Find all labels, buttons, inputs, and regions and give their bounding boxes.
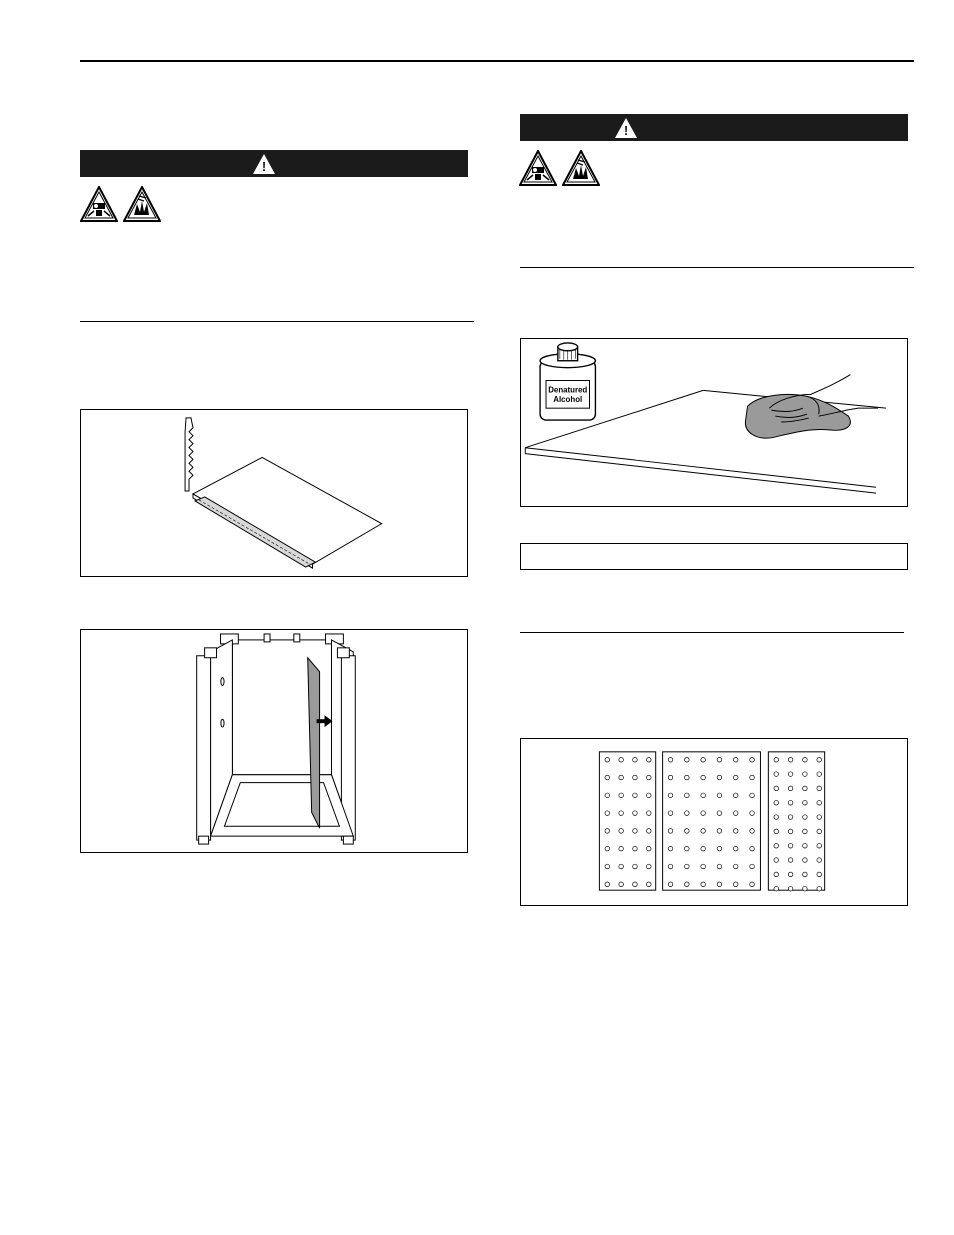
panel-hole xyxy=(803,872,808,877)
panel-hole xyxy=(685,829,690,834)
panel-hole xyxy=(717,793,722,798)
panel-hole xyxy=(817,886,822,891)
eye-protection-icon xyxy=(80,186,118,222)
shower-enclosure-illustration xyxy=(81,630,467,852)
panel-hole xyxy=(774,829,779,834)
panel-hole xyxy=(619,882,624,887)
panel-hole xyxy=(733,793,738,798)
panel-hole xyxy=(774,858,779,863)
panel-hole xyxy=(619,846,624,851)
alcohol-wipe-illustration xyxy=(521,339,907,506)
panel-hole xyxy=(733,846,738,851)
panel-hole xyxy=(685,811,690,816)
panel-hole xyxy=(803,757,808,762)
panel-hole xyxy=(803,886,808,891)
panel-hole xyxy=(717,864,722,869)
panel-hole xyxy=(803,858,808,863)
panel-hole xyxy=(647,846,652,851)
panel-hole xyxy=(633,811,638,816)
warning-triangle-icon xyxy=(614,117,638,139)
panel-hole xyxy=(788,858,793,863)
panel-hole xyxy=(717,846,722,851)
panel-hole xyxy=(619,757,624,762)
alcohol-label-line-1: Denatured xyxy=(548,385,588,395)
panel-hole xyxy=(668,846,673,851)
panel-hole xyxy=(685,882,690,887)
panel-hole xyxy=(817,786,822,791)
panel-hole xyxy=(803,815,808,820)
figure-panel-cutting xyxy=(80,409,468,577)
panel-hole xyxy=(788,872,793,877)
figure-perforated-panels xyxy=(520,738,908,906)
panel-hole xyxy=(647,829,652,834)
panel-hole xyxy=(803,772,808,777)
panel-hole xyxy=(817,843,822,848)
section-divider xyxy=(520,632,904,633)
panel-hole xyxy=(647,882,652,887)
panel-hole xyxy=(733,829,738,834)
section-divider xyxy=(520,267,914,268)
panel-hole xyxy=(668,829,673,834)
panel-hole xyxy=(817,858,822,863)
panel-hole xyxy=(733,864,738,869)
panel-hole xyxy=(605,829,610,834)
panel-hole xyxy=(788,815,793,820)
panel-hole xyxy=(619,811,624,816)
panel-hole xyxy=(803,800,808,805)
panel-hole xyxy=(619,864,624,869)
panel-hole xyxy=(733,757,738,762)
panel-hole xyxy=(685,846,690,851)
panel-hole xyxy=(817,815,822,820)
panel-hole xyxy=(788,757,793,762)
panel-hole xyxy=(685,793,690,798)
panel-hole xyxy=(788,843,793,848)
panel-hole xyxy=(668,811,673,816)
warning-symbol: ! xyxy=(261,159,267,174)
panel-hole xyxy=(605,846,610,851)
panel-hole xyxy=(633,757,638,762)
panel-hole xyxy=(733,882,738,887)
header-rule xyxy=(80,60,914,62)
panel-hole xyxy=(633,846,638,851)
panel-hole xyxy=(685,864,690,869)
panel-hole xyxy=(605,811,610,816)
warning-bar-left xyxy=(80,150,468,177)
panel-hole xyxy=(701,757,706,762)
panel-hole xyxy=(803,843,808,848)
panel-hole xyxy=(647,757,652,762)
panel-hole xyxy=(619,793,624,798)
panel-hole xyxy=(750,757,755,762)
panel-hole xyxy=(750,793,755,798)
panel-hole xyxy=(817,772,822,777)
eye-protection-icon xyxy=(519,150,557,186)
panel-hole xyxy=(774,786,779,791)
panel-hole xyxy=(774,872,779,877)
panel-hole xyxy=(817,800,822,805)
panel-hole xyxy=(788,786,793,791)
panel-hole xyxy=(668,882,673,887)
panel-hole xyxy=(733,775,738,780)
panel-hole xyxy=(647,793,652,798)
perforated-panel-center xyxy=(663,752,761,890)
warning-symbol: ! xyxy=(623,123,629,138)
panel-hole xyxy=(788,800,793,805)
panel-hole xyxy=(774,800,779,805)
panel-hole xyxy=(605,757,610,762)
panel-hole xyxy=(788,772,793,777)
panel-hole xyxy=(668,757,673,762)
panel-hole xyxy=(774,772,779,777)
panel-hole xyxy=(817,872,822,877)
hand-injury-icon xyxy=(123,186,161,222)
panel-hole xyxy=(633,829,638,834)
panel-hole xyxy=(701,882,706,887)
panel-hole xyxy=(668,864,673,869)
panel-hole xyxy=(647,864,652,869)
panel-hole xyxy=(750,829,755,834)
panel-hole xyxy=(774,815,779,820)
hand-injury-icon xyxy=(562,150,600,186)
panel-hole xyxy=(717,882,722,887)
perforated-panel-left xyxy=(599,752,655,890)
panel-hole xyxy=(750,864,755,869)
panel-hole xyxy=(701,864,706,869)
panel-hole xyxy=(701,793,706,798)
panel-hole xyxy=(633,882,638,887)
panel-hole xyxy=(668,793,673,798)
panel-hole xyxy=(668,775,673,780)
panel-hole xyxy=(733,811,738,816)
panel-hole xyxy=(605,775,610,780)
panel-hole xyxy=(817,829,822,834)
panel-hole xyxy=(605,864,610,869)
panel-hole xyxy=(750,882,755,887)
panel-hole xyxy=(633,775,638,780)
panel-hole xyxy=(774,886,779,891)
figure-alcohol-cleaning xyxy=(520,338,908,507)
panel-hole xyxy=(717,811,722,816)
panel-hole xyxy=(717,829,722,834)
warning-triangle-icon xyxy=(252,153,276,175)
panel-hole xyxy=(774,757,779,762)
panel-hole xyxy=(817,757,822,762)
panel-hole xyxy=(647,775,652,780)
panel-hole xyxy=(619,775,624,780)
note-box xyxy=(520,543,908,570)
panel-hole xyxy=(803,829,808,834)
panel-hole xyxy=(701,846,706,851)
panel-hole xyxy=(803,786,808,791)
panel-hole xyxy=(774,843,779,848)
panel-hole xyxy=(750,775,755,780)
panel-hole xyxy=(701,775,706,780)
panel-hole xyxy=(685,775,690,780)
panel-hole xyxy=(717,775,722,780)
panel-hole xyxy=(717,757,722,762)
panel-hole xyxy=(633,864,638,869)
panel-hole xyxy=(619,829,624,834)
panel-hole xyxy=(788,886,793,891)
panel-hole xyxy=(633,793,638,798)
panel-hole xyxy=(685,757,690,762)
panel-hole xyxy=(605,882,610,887)
panel-hole xyxy=(647,811,652,816)
panel-hole xyxy=(701,811,706,816)
panel-hole xyxy=(750,846,755,851)
perforated-panels-illustration xyxy=(521,739,907,905)
panel-hole xyxy=(788,829,793,834)
jigsaw-cutting-illustration xyxy=(81,410,467,576)
section-divider xyxy=(80,321,474,322)
panel-hole xyxy=(750,811,755,816)
alcohol-can-icon xyxy=(540,343,595,420)
panel-hole xyxy=(605,793,610,798)
warning-bar-right xyxy=(520,114,908,141)
alcohol-label-line-2: Alcohol xyxy=(553,395,583,405)
figure-panel-install xyxy=(80,629,468,853)
panel-hole xyxy=(701,829,706,834)
